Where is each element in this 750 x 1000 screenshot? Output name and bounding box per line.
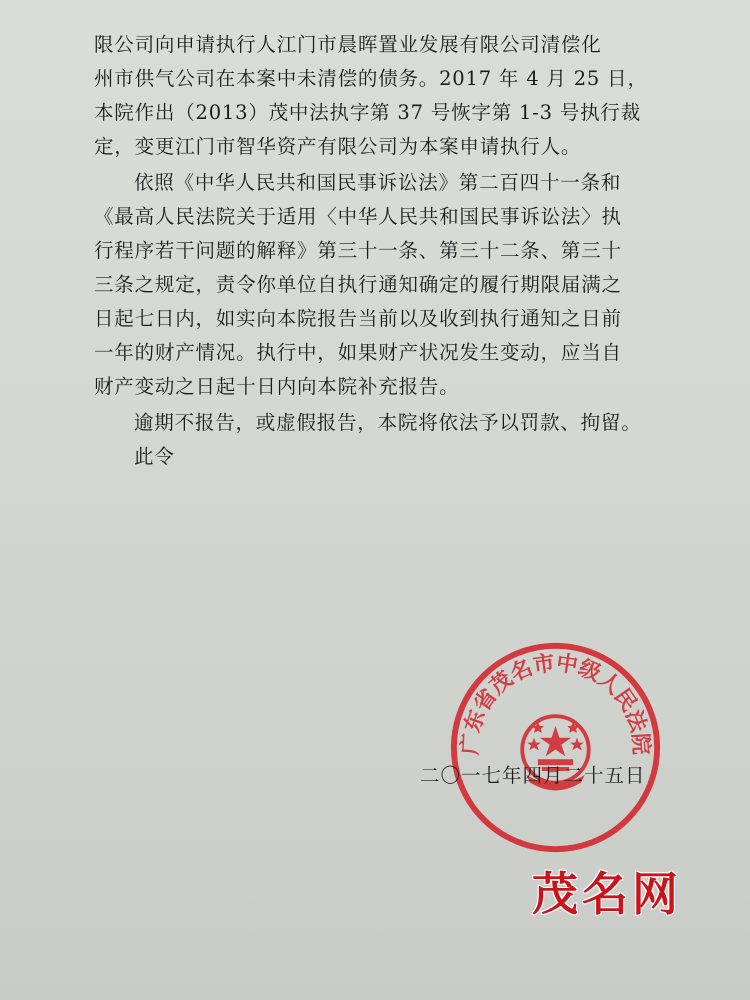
- text-line: 《最高人民法院关于适用〈中华人民共和国民事诉讼法〉执: [94, 205, 622, 228]
- seal-text: 广东省茂名市中级人民法院: [457, 651, 654, 756]
- document-body: [94, 28, 714, 474]
- text-line: 此令: [134, 445, 175, 468]
- text-line: 依照《中华人民共和国民事诉讼法》第二百四十一条和: [134, 171, 622, 194]
- text-line: 一年的财产情况。执行中，如果财产状况发生变动，应当自: [94, 341, 622, 364]
- text-line: 州市供气公司在本案中未清偿的债务。2017 年 4 月 25 日，: [94, 67, 648, 90]
- paragraph-3: [94, 406, 714, 440]
- text-line: 本院作出（2013）茂中法执字第 37 号恢字第 1-3 号执行裁: [94, 101, 642, 124]
- court-seal: [448, 640, 663, 855]
- text-line: 日起七日内，如实向本院报告当前以及收到执行通知之日前: [94, 307, 622, 330]
- paragraph-1: [94, 28, 714, 164]
- text-line: 定，变更江门市智华资产有限公司为本案申请执行人。: [94, 135, 582, 158]
- paragraph-2: [94, 166, 714, 404]
- document-date: 二〇一七年四月二十五日: [420, 764, 646, 787]
- text-line: 财产变动之日起十日内向本院补充报告。: [94, 375, 460, 398]
- paragraph-4: [94, 440, 714, 474]
- text-line: 行程序若干问题的解释》第三十一条、第三十二条、第三十: [94, 239, 622, 262]
- text-line: 逾期不报告，或虚假报告，本院将依法予以罚款、拘留。: [134, 411, 642, 434]
- site-watermark: 茂名网: [532, 867, 682, 921]
- text-line: 三条之规定，责令你单位自执行通知确定的履行期限届满之: [94, 273, 622, 296]
- text-line: 限公司向申请执行人江门市晨晖置业发展有限公司清偿化: [94, 33, 602, 56]
